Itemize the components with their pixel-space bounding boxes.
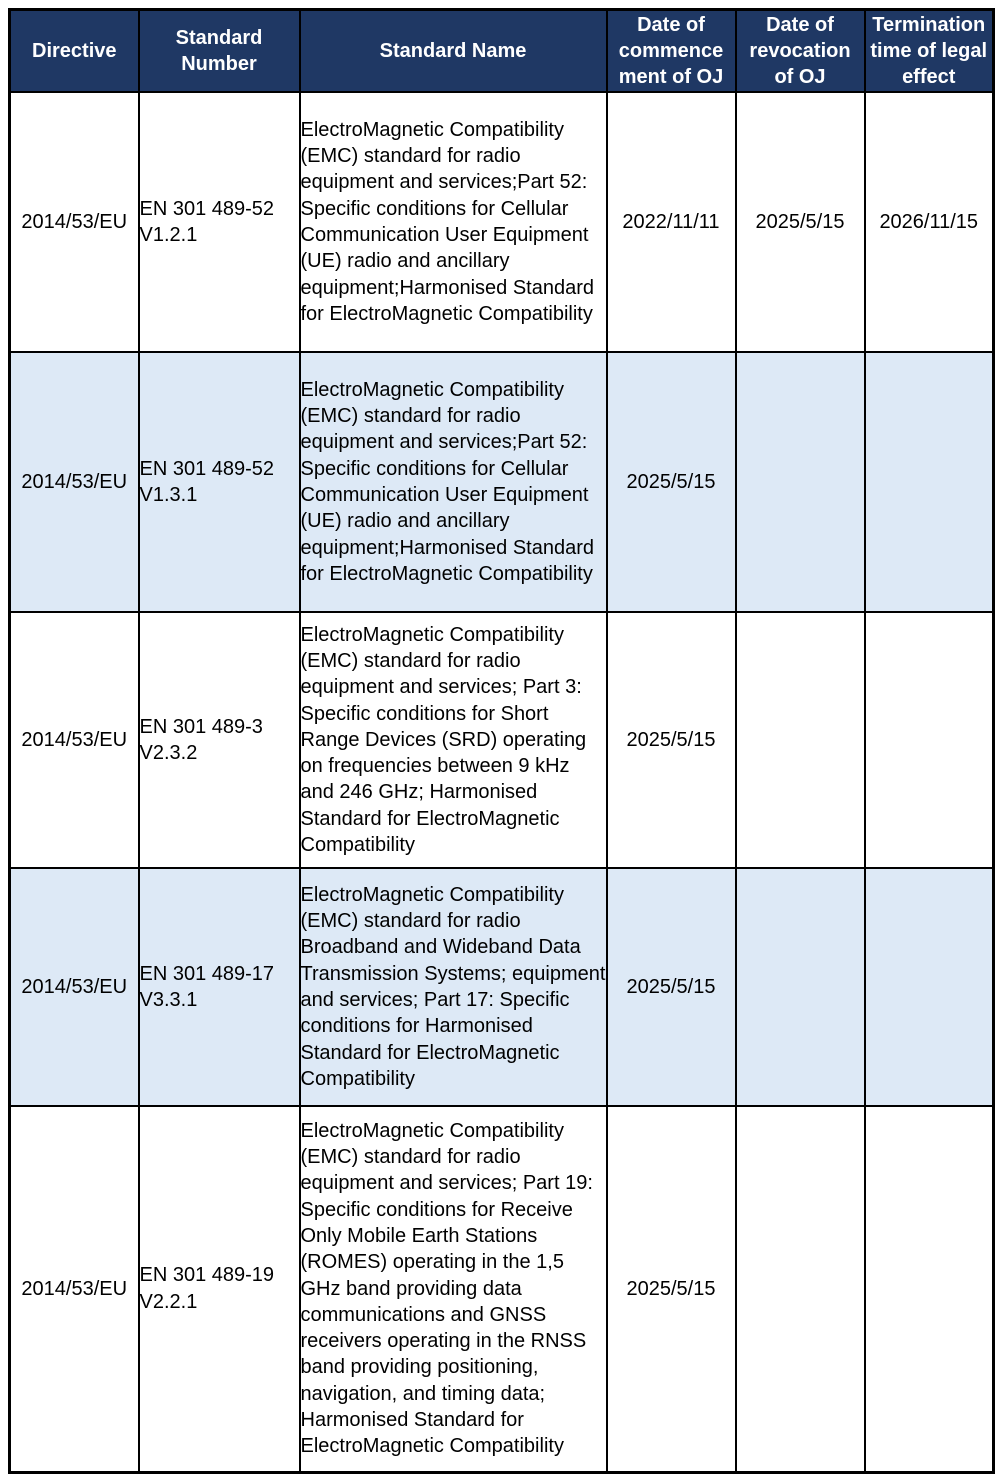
table-row [10,868,994,1106]
cell-date-revocation [736,1106,865,1472]
cell-standard-number: EN 301 489-3 V2.3.2 [139,612,300,868]
cell-termination [865,612,994,868]
table-body [10,92,994,1472]
table-row [10,1106,994,1472]
header-standard-number: Standard Number [139,10,300,93]
header-date-revocation: Date of revocation of OJ [736,10,865,93]
cell-directive: 2014/53/EU [10,612,139,868]
cell-directive: 2014/53/EU [10,92,139,352]
table-row [10,92,994,352]
cell-standard-number: EN 301 489-52 V1.2.1 [139,92,300,352]
cell-termination [865,868,994,1106]
cell-termination: 2026/11/15 [865,92,994,352]
table-header [10,10,994,93]
standards-table [8,8,995,1474]
cell-date-revocation: 2025/5/15 [736,92,865,352]
cell-termination [865,352,994,612]
header-termination: Termination time of legal effect [865,10,994,93]
cell-date-commencement: 2025/5/15 [607,352,736,612]
cell-date-commencement: 2025/5/15 [607,612,736,868]
cell-date-commencement: 2025/5/15 [607,1106,736,1472]
header-standard-name: Standard Name [300,10,607,93]
cell-standard-name: ElectroMagnetic Compatibility (EMC) standard for radio equipment and services; Part 3: Specific conditions for Short Range Devices (SRD) operating on frequencies between 9 kHz and 246 GHz; Harmonised Standard for ElectroMagnetic Compatibility [300,612,607,868]
header-row [10,10,994,93]
header-directive: Directive [10,10,139,93]
cell-standard-name: ElectroMagnetic Compatibility (EMC) standard for radio equipment and services;Part 52: Specific conditions for Cellular Communication User Equipment (UE) radio and ancillary equipment;Harmonised Standard for ElectroMagnetic Compatibility [300,352,607,612]
cell-termination [865,1106,994,1472]
table-row [10,612,994,868]
cell-date-revocation [736,868,865,1106]
cell-directive: 2014/53/EU [10,868,139,1106]
cell-directive: 2014/53/EU [10,352,139,612]
cell-date-commencement: 2025/5/15 [607,868,736,1106]
cell-standard-number: EN 301 489-19 V2.2.1 [139,1106,300,1472]
cell-date-revocation [736,352,865,612]
cell-standard-name: ElectroMagnetic Compatibility (EMC) standard for radio Broadband and Wideband Data Transmission Systems; equipment and services; Part 17: Specific conditions for Harmonised Standard for ElectroMagnetic Compatibility [300,868,607,1106]
cell-standard-name: ElectroMagnetic Compatibility (EMC) standard for radio equipment and services;Part 52: Specific conditions for Cellular Communication User Equipment (UE) radio and ancillary equipment;Harmonised Standard for ElectroMagnetic Compatibility [300,92,607,352]
cell-date-revocation [736,612,865,868]
cell-standard-number: EN 301 489-52 V1.3.1 [139,352,300,612]
cell-date-commencement: 2022/11/11 [607,92,736,352]
header-date-commencement: Date of commence ment of OJ [607,10,736,93]
cell-standard-number: EN 301 489-17 V3.3.1 [139,868,300,1106]
cell-standard-name: ElectroMagnetic Compatibility (EMC) standard for radio equipment and services; Part 19: Specific conditions for Receive Only Mobile Earth Stations (ROMES) operating in the 1,5 GHz band providing data communications and GNSS receivers operating in the RNSS band providing positioning, navigation, and timing data; Harmonised Standard for ElectroMagnetic Compatibility [300,1106,607,1472]
table-row [10,352,994,612]
cell-directive: 2014/53/EU [10,1106,139,1472]
